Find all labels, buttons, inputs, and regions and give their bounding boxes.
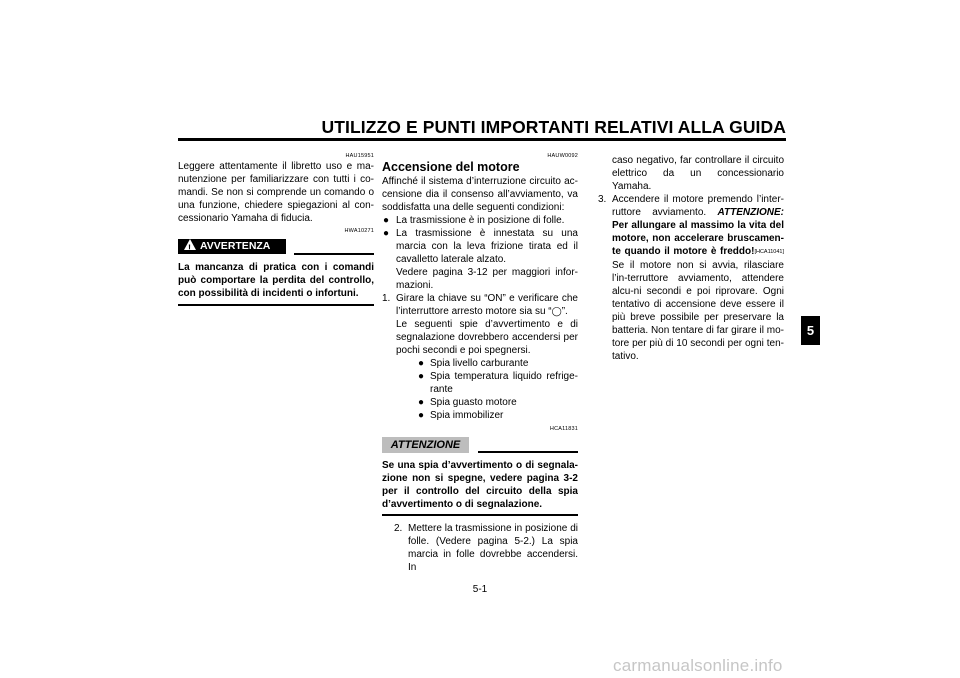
step-number: 1.: [382, 293, 391, 304]
continued-text: caso negativo, far controllare il circuito elettrico da un concessionario Yamaha.: [612, 155, 784, 192]
header-rule: [178, 138, 786, 141]
bullet-icon: ●: [418, 358, 425, 369]
step-number: 3.: [598, 194, 607, 205]
caution-end-rule: [382, 514, 578, 516]
step-text: Se il motore non si avvia, rilasciare l’in-terruttore avviamento, attendere alcu-ni secondi e poi riprovare. Ogni tentativo di accensione deve essere il più breve possibile per preservare la batteria. Non tentare di far girare il mo-tore per più di 10 secondi per ogni ten-tativo.: [612, 260, 784, 362]
caution-rule: [478, 451, 578, 453]
step-1: 1. Girare la chiave su “ON” e verificare che l’interruttore arresto motore sia su “◯”. Le seguenti spie d’avvertimento e di segnalazione dovrebbero accendersi per pochi secondi e poi spegnersi.: [382, 293, 578, 356]
list-item: ● La trasmissione è innestata su una marcia con la leva frizione tirata ed il cavalletto laterale alzato. Vedere pagina 3-12 per maggiori infor-mazioni.: [383, 228, 578, 291]
exclamation-icon: !: [188, 243, 191, 253]
section-intro: Affinché il sistema d’interruzione circuito ac-censione dia il consenso all’avviamento, va soddisfatta una delle seguenti condizioni:: [382, 176, 578, 213]
step-note: Le seguenti spie d’avvertimento e di segnalazione dovrebbero accendersi per pochi secondi e poi spegnersi.: [396, 319, 578, 356]
bullet-icon: ●: [383, 228, 390, 239]
intro-paragraph: Leggere attentamente il libretto uso e ma-nutenzione per familiarizzare con tutti i co-mandi. Se non si comprende un comando o una funzione, chiedere spiegazioni al con-cessionario Yamaha di fiducia.: [178, 161, 374, 224]
bullet-icon: ●: [418, 397, 425, 408]
caution-header: [382, 435, 578, 453]
warning-label: AVVERTENZA: [200, 240, 271, 252]
chapter-tab: 5: [801, 316, 820, 345]
warning-rule: [294, 253, 374, 255]
bullet-icon: ●: [418, 371, 425, 382]
ref-code: HAUW0092: [547, 153, 578, 159]
bullet-icon: ●: [383, 215, 390, 226]
list-item: ● Spia livello carburante: [418, 358, 529, 369]
column-3: [586, 154, 784, 363]
page-number: 5-1: [472, 584, 488, 595]
ref-code: HAU15951: [345, 153, 374, 159]
page-title: UTILIZZO E PUNTI IMPORTANTI RELATIVI ALLA GUIDA: [321, 117, 786, 137]
column-2: [382, 152, 578, 574]
engine-run-icon: ◯: [551, 306, 562, 316]
caution-text: Se una spia d’avvertimento o di segnala-zione non si spegne, vedere pagina 3-2 per il controllo del circuito della spia d’avvertimento o di segnalazione.: [382, 460, 578, 510]
bullet-icon: ●: [418, 410, 425, 421]
list-item: ● Spia temperatura liquido refrige-rante: [418, 371, 578, 395]
watermark: carmanualsonline.info: [613, 656, 783, 675]
bullet-note: Vedere pagina 3-12 per maggiori infor-mazioni.: [396, 267, 578, 291]
list-item: ● Spia guasto motore: [418, 397, 517, 408]
list-item: ● Spia immobilizer: [418, 410, 504, 421]
step-2: 2. Mettere la trasmissione in posizione di folle. (Vedere pagina 5-2.) La spia marcia in folle dovrebbe accendersi. In: [394, 522, 578, 573]
ref-code: HCA11831: [549, 426, 578, 432]
list-item: ● La trasmissione è in posizione di folle.: [383, 215, 565, 226]
inline-ref-code: [HCA11041]: [754, 249, 784, 255]
warning-text: La mancanza di pratica con i comandi può comportare la perdita del controllo, con possibilità di incidenti o infortuni.: [178, 262, 374, 299]
warning-end-rule: [178, 304, 374, 306]
section-heading: Accensione del motore: [382, 160, 520, 174]
ref-code: HWA10271: [344, 228, 374, 234]
warning-badge: [178, 239, 286, 254]
warning-header: [178, 237, 374, 255]
caution-label: ATTENZIONE: [382, 437, 469, 453]
inline-caution-text: Per allungare al massimo la vita del motore, non accelerare bruscamen-te quando il motore è freddo!: [612, 220, 784, 257]
inline-caution-label: ATTENZIONE:: [717, 207, 784, 218]
column-1: [178, 152, 374, 306]
step-number: 2.: [394, 522, 403, 534]
step-3: 3. Accendere il motore premendo l’inter-ruttore avviamento. ATTENZIONE: Per allungare al massimo la vita del motore, non accelerare bruscamen-te quando il motore è freddo![HCA11041] Se il motore non si avvia, rilasciare l’in-terruttore avviamento, attendere alcu-ni secondi e poi riprovare. Ogni tentativo di accensione deve essere il più breve possibile per preservare la batteria. Non tentare di far girare il mo-tore per più di 10 secondi per ogni ten-tativo.: [598, 194, 784, 362]
